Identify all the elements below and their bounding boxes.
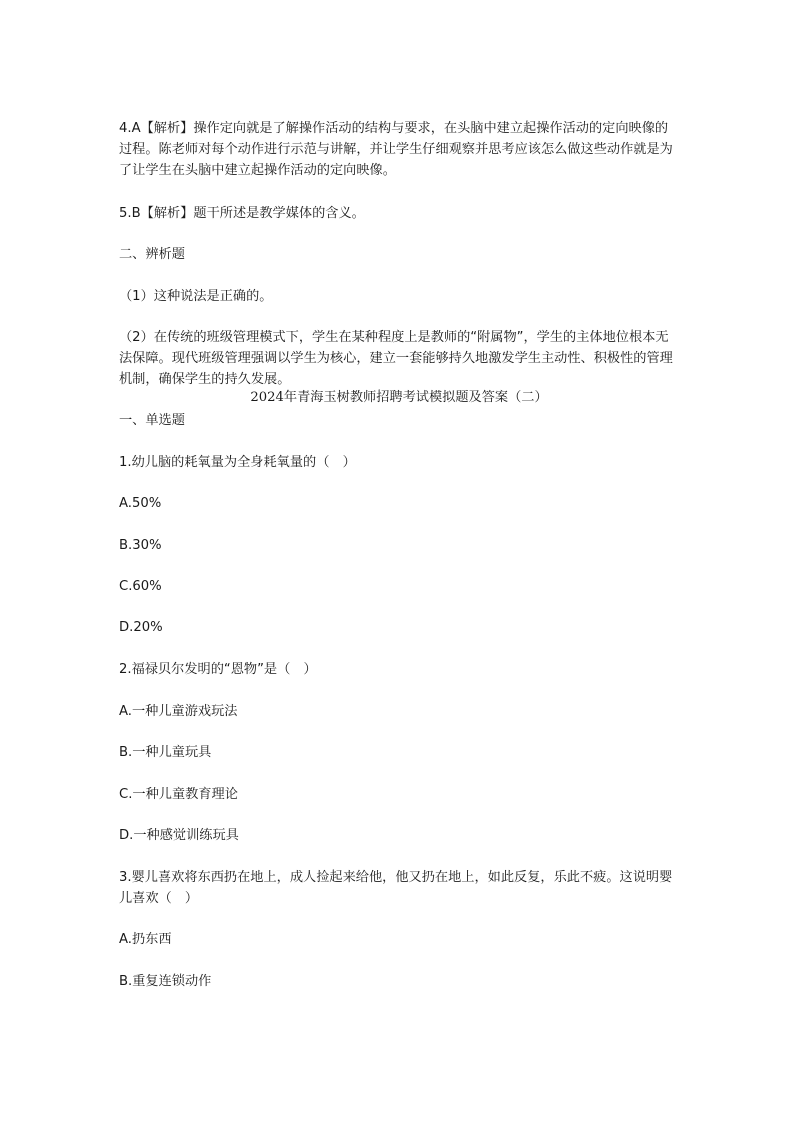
exam-title: 2024年青海玉树教师招聘考试模拟题及答案（二）	[250, 390, 548, 405]
question-1-stem: 1.幼儿脑的耗氧量为全身耗氧量的（ ）	[119, 455, 356, 470]
section-2-heading: 二、辨析题	[119, 247, 185, 262]
question-2-option-a: A.一种儿童游戏玩法	[119, 704, 238, 719]
question-2-option-b: B.一种儿童玩具	[119, 745, 212, 760]
question-4-analysis: 4.A【解析】操作定向就是了解操作活动的结构与要求，在头脑中建立起操作活动的定向映像的过程。陈老师对每个动作进行示范与讲解，并让学生仔细观察并思考应该怎么做这些动作就是为了让学生在头脑中建立起操作活动的定向映像。	[119, 121, 673, 178]
question-2-stem: 2.福禄贝尔发明的“恩物”是（ ）	[119, 662, 317, 677]
section-1-heading: 一、单选题	[119, 413, 185, 428]
question-3-option-a: A.扔东西	[119, 932, 172, 947]
question-2-option-d: D.一种感觉训练玩具	[119, 828, 239, 843]
question-3-option-b: B.重复连锁动作	[119, 974, 212, 989]
question-5-analysis: 5.B【解析】题干所述是教学媒体的含义。	[119, 206, 365, 221]
question-2-option-c: C.一种儿童教育理论	[119, 787, 238, 802]
question-1-option-b: B.30%	[119, 538, 162, 553]
bianxi-point-1: （1）这种说法是正确的。	[119, 289, 273, 304]
bianxi-point-2: （2）在传统的班级管理模式下，学生在某种程度上是教师的“附属物”，学生的主体地位根本无法保障。现代班级管理强调以学生为核心，建立一套能够持久地激发学生主动性、积极性的管理机制，确保学生的持久发展。	[119, 330, 673, 387]
question-1-option-a: A.50%	[119, 496, 162, 511]
question-1-option-c: C.60%	[119, 579, 162, 594]
question-3-stem: 3.婴儿喜欢将东西扔在地上，成人捡起来给他，他又扔在地上，如此反复，乐此不疲。这说明婴儿喜欢（ ）	[119, 870, 673, 906]
question-1-option-d: D.20%	[119, 620, 163, 635]
